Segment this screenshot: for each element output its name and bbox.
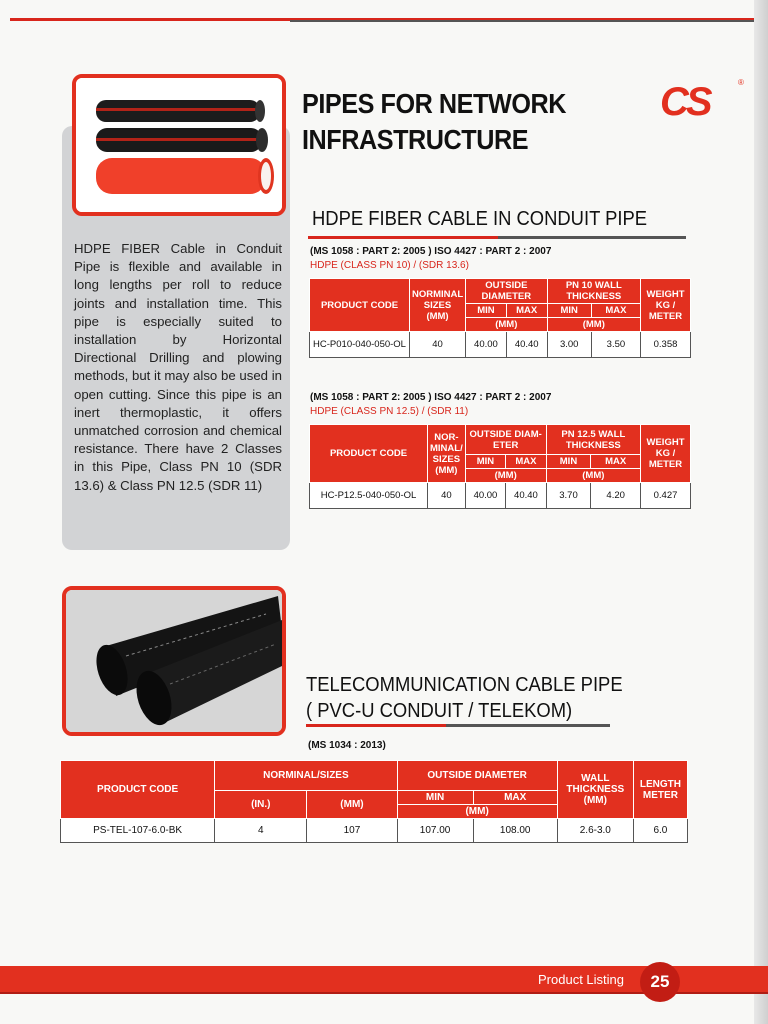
table2-standard: (MS 1058 : PART 2: 2005 ) ISO 4427 : PART 2 : 2007 (310, 392, 552, 403)
telekom-table (60, 760, 688, 843)
col-length: LENGTH METER (633, 761, 687, 819)
col-wt-min: MIN (546, 455, 591, 469)
col-od-unit: (MM) (465, 469, 546, 483)
cell-wt-min: 3.00 (547, 332, 591, 358)
section2-standard: (MS 1034 : 2013) (308, 740, 386, 751)
col-od-min: MIN (397, 791, 473, 805)
col-wt-min: MIN (547, 304, 591, 318)
section1-description: HDPE FIBER Cable in Conduit Pipe is flexible and available in long lengths per roll to reduce joints and installation time. This pipe is especially suited to installation by Horizontal Directional Drilling and plowing methods, but it may also be used in open cutting. Since this pipe is an inert thermoplastic, it offers unmatched corrosion and chemical resistance. There have 2 Classes in this Pipe, Class PN 10 (SDR 13.6) & Class PN 12.5 (SDR 11) (74, 241, 282, 493)
cell-product-code: PS-TEL-107-6.0-BK (61, 819, 215, 843)
pvc-pipes-photo (62, 586, 286, 736)
pvc-pipes-image (66, 590, 282, 732)
col-wall-thickness: PN 12.5 WALL THICKNESS (546, 425, 640, 455)
cell-wt-min: 3.70 (546, 483, 591, 509)
cell-size-in: 4 (215, 819, 307, 843)
section2-title-line1: TELECOMMUNICATION CABLE PIPE (306, 674, 623, 696)
cell-product-code: HC-P12.5-040-050-OL (310, 483, 428, 509)
registered-mark: ® (738, 78, 744, 87)
top-rule-dark (290, 20, 758, 22)
cell-od-max: 40.40 (506, 483, 546, 509)
col-od-unit: (MM) (397, 805, 557, 819)
table-row (61, 819, 688, 843)
cell-product-code: HC-P010-040-050-OL (310, 332, 410, 358)
col-outside-diameter: OUTSIDE DIAMETER (466, 279, 548, 304)
col-outside-diameter: OUTSIDE DIAMETER (397, 761, 557, 791)
col-product-code: PRODUCT CODE (310, 425, 428, 483)
cell-od-min: 40.00 (465, 483, 505, 509)
col-sizes: NOR-MINAL/ SIZES (MM) (428, 425, 466, 483)
col-od-max: MAX (506, 455, 546, 469)
col-wall-thickness: WALL THICKNESS (MM) (557, 761, 633, 819)
table1-standard: (MS 1058 : PART 2: 2005 ) ISO 4427 : PART 2 : 2007 (310, 246, 552, 257)
section1-underline-dark (498, 236, 686, 239)
col-od-min: MIN (465, 455, 505, 469)
table2-class: HDPE (CLASS PN 12.5) / (SDR 11) (310, 406, 469, 417)
section2-title-line2: ( PVC-U CONDUIT / TELEKOM) (306, 700, 573, 722)
section2-title (306, 672, 623, 724)
cell-weight: 0.427 (641, 483, 691, 509)
cell-od-max: 40.40 (506, 332, 547, 358)
col-size-mm: (MM) (307, 791, 397, 819)
page-edge (754, 0, 768, 1024)
col-od-unit: (MM) (466, 318, 548, 332)
col-sizes: NORMINAL SIZES (MM) (410, 279, 466, 332)
cell-wall: 2.6-3.0 (557, 819, 633, 843)
section2-underline-dark (446, 724, 610, 727)
page-title (302, 86, 566, 158)
col-wall-thickness: PN 10 WALL THICKNESS (547, 279, 640, 304)
cell-weight: 0.358 (641, 332, 691, 358)
col-wt-unit: (MM) (547, 318, 640, 332)
col-product-code: PRODUCT CODE (61, 761, 215, 819)
col-od-max: MAX (473, 791, 557, 805)
hdpe-pn10-table (309, 278, 691, 358)
col-wt-max: MAX (591, 304, 640, 318)
section1-title: HDPE FIBER CABLE IN CONDUIT PIPE (312, 208, 648, 230)
cell-od-min: 40.00 (466, 332, 507, 358)
col-weight: WEIGHT KG / METER (641, 279, 691, 332)
cell-od-max: 108.00 (473, 819, 557, 843)
page-number: 25 (640, 962, 680, 1002)
cell-length: 6.0 (633, 819, 687, 843)
col-od-max: MAX (506, 304, 547, 318)
cell-size: 40 (428, 483, 466, 509)
page-title-line1: PIPES FOR NETWORK (302, 88, 566, 119)
hdpe-pn125-table (309, 424, 691, 509)
hdpe-pipes-image (76, 78, 282, 212)
col-weight: WEIGHT KG / METER (641, 425, 691, 483)
col-sizes: NORMINAL/SIZES (215, 761, 397, 791)
col-product-code: PRODUCT CODE (310, 279, 410, 332)
cell-wt-max: 4.20 (591, 483, 641, 509)
brand-logo: CS (660, 80, 710, 124)
section1-underline-red (308, 236, 498, 239)
table1-class: HDPE (CLASS PN 10) / (SDR 13.6) (310, 260, 469, 271)
hdpe-pipes-photo (72, 74, 286, 216)
cell-size: 40 (410, 332, 466, 358)
col-wt-max: MAX (591, 455, 641, 469)
footer-label: Product Listing (538, 972, 624, 987)
cell-size-mm: 107 (307, 819, 397, 843)
col-od-min: MIN (466, 304, 507, 318)
page-title-line2: INFRASTRUCTURE (302, 124, 529, 155)
table-row (310, 332, 691, 358)
col-outside-diameter: OUTSIDE DIAM-ETER (465, 425, 546, 455)
col-wt-unit: (MM) (546, 469, 640, 483)
col-size-in: (IN.) (215, 791, 307, 819)
section2-underline-red (306, 724, 446, 727)
table-row (310, 483, 691, 509)
cell-od-min: 107.00 (397, 819, 473, 843)
cell-wt-max: 3.50 (591, 332, 640, 358)
